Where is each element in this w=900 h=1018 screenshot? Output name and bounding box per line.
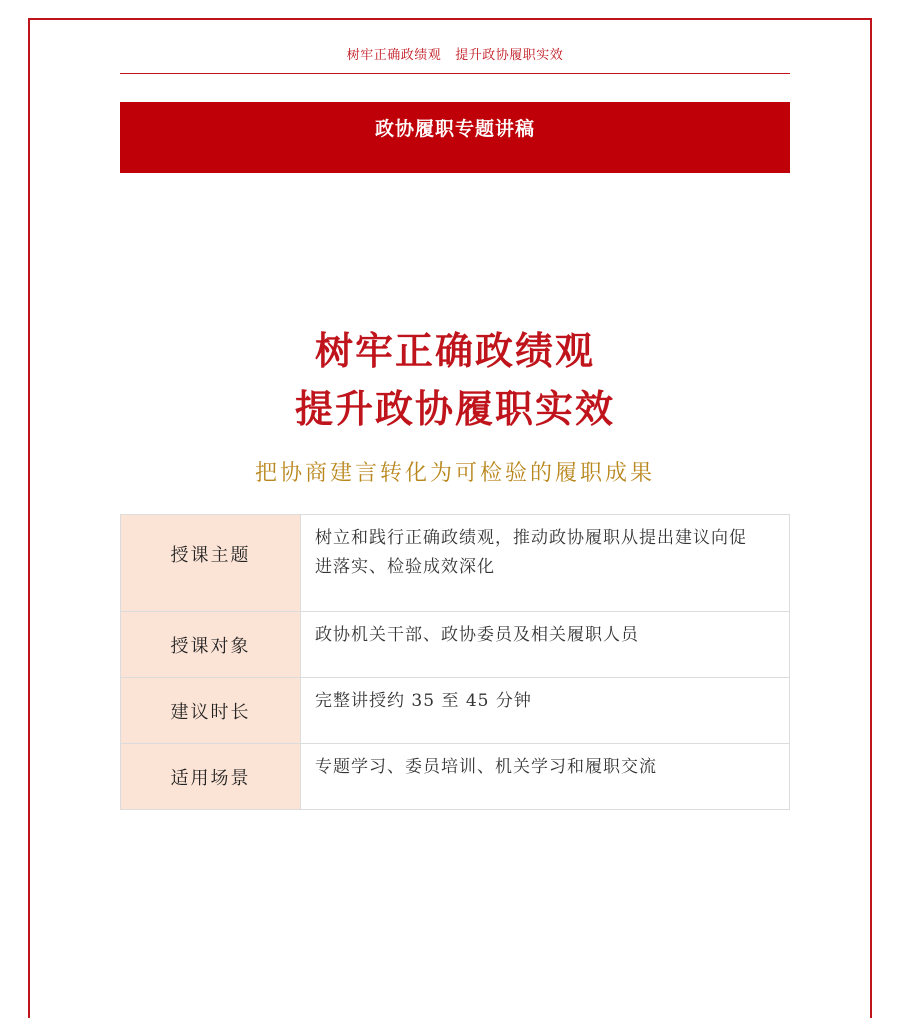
- row-value-audience: 政协机关干部、政协委员及相关履职人员: [301, 612, 790, 678]
- running-title-part-1: 树牢正确政绩观: [346, 48, 442, 63]
- main-title-line-1: 树牢正确政绩观: [314, 328, 595, 373]
- row-label-duration: 建议时长: [121, 678, 301, 744]
- row-value-duration: 完整讲授约 35 至 45 分钟: [301, 678, 790, 744]
- main-title-line-2: 提升政协履职实效: [294, 386, 615, 431]
- table-row: [121, 612, 790, 678]
- row-value-scenario: 专题学习、委员培训、机关学习和履职交流: [301, 744, 790, 810]
- subtitle: 把协商建言转化为可检验的履职成果: [254, 461, 655, 486]
- table-row: [121, 678, 790, 744]
- row-label-audience: 授课对象: [121, 612, 301, 678]
- banner-label: 政协履职专题讲稿: [374, 118, 535, 140]
- row-value-topic: 树立和践行正确政绩观，推动政协履职从提出建议向促进落实、检验成效深化: [301, 515, 790, 612]
- title-block: [120, 322, 790, 487]
- section-banner: [120, 102, 790, 173]
- row-label-topic: 授课主题: [121, 515, 301, 612]
- course-info-table: [120, 514, 790, 810]
- table-row: [121, 744, 790, 810]
- row-label-scenario: 适用场景: [121, 744, 301, 810]
- table-row: [121, 515, 790, 612]
- running-title-part-2: 提升政协履职实效: [455, 48, 564, 63]
- running-header: [120, 44, 790, 74]
